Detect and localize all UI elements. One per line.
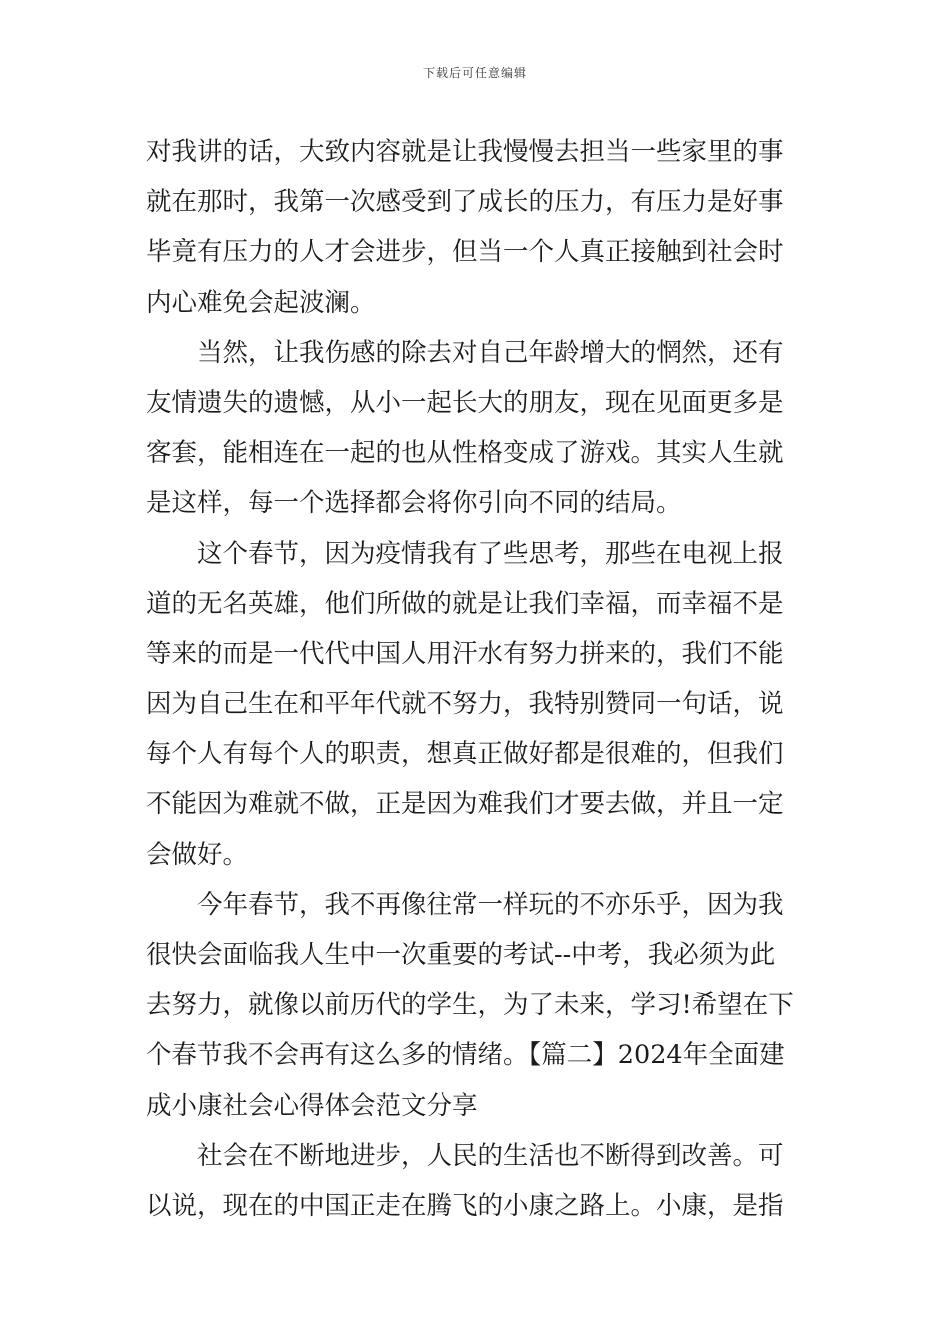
text-line: 成小康社会心得体会范文分享 xyxy=(146,1090,478,1121)
text-line: 不能因为难就不做，正是因为难我们才要去做，并且一定 xyxy=(146,789,784,820)
text-line: 道的无名英雄，他们所做的就是让我们幸福，而幸福不是 xyxy=(146,588,784,619)
text-line: 等来的而是一代代中国人用汗水有努力拼来的，我们不能 xyxy=(146,638,784,669)
text-line: 每个人有每个人的职责，想真正做好都是很难的，但我们 xyxy=(146,739,784,770)
document-body xyxy=(146,127,806,1231)
text-line: 个春节我不会再有这么多的情绪。【篇二】2024年全面建 xyxy=(146,1040,785,1071)
text-line: 是这样，每一个选择都会将你引向不同的结局。 xyxy=(146,488,682,519)
paragraph-5 xyxy=(146,1131,806,1231)
text-line: 这个春节，因为疫情我有了些思考，那些在电视上报 xyxy=(197,538,784,569)
text-line: 就在那时，我第一次感受到了成长的压力，有压力是好事 xyxy=(146,187,784,218)
text-line: 因为自己生在和平年代就不努力，我特别赞同一句话，说 xyxy=(146,689,784,720)
text-line: 去努力，就像以前历代的学生，为了未来，学习!希望在下 xyxy=(146,990,794,1021)
text-line: 对我讲的话，大致内容就是让我慢慢去担当一些家里的事 xyxy=(146,137,784,167)
paragraph-3 xyxy=(146,529,806,880)
text-line: 当然，让我伤感的除去对自己年龄增大的惘然，还有 xyxy=(197,337,784,368)
paragraph-1 xyxy=(146,127,806,328)
text-line: 客套，能相连在一起的也从性格变成了游戏。其实人生就 xyxy=(146,438,784,469)
text-line: 社会在不断地进步，人民的生活也不断得到改善。可 xyxy=(197,1140,784,1171)
text-line: 毕竟有压力的人才会进步，但当一个人真正接触到社会时 xyxy=(146,237,784,268)
text-line: 内心难免会起波澜。 xyxy=(146,287,376,318)
text-line: 今年春节，我不再像往常一样玩的不亦乐乎，因为我 xyxy=(197,889,784,920)
text-line: 很快会面临我人生中一次重要的考试--中考，我必须为此 xyxy=(146,940,776,970)
text-line: 友情遗失的遗憾，从小一起长大的朋友，现在见面更多是 xyxy=(146,387,784,418)
paragraph-2 xyxy=(146,328,806,529)
text-line: 以说，现在的中国正走在腾飞的小康之路上。小康，是指 xyxy=(146,1190,784,1221)
page-header: 下载后可任意编辑 xyxy=(422,66,527,80)
paragraph-4 xyxy=(146,880,806,1131)
text-line: 会做好。 xyxy=(146,839,249,870)
